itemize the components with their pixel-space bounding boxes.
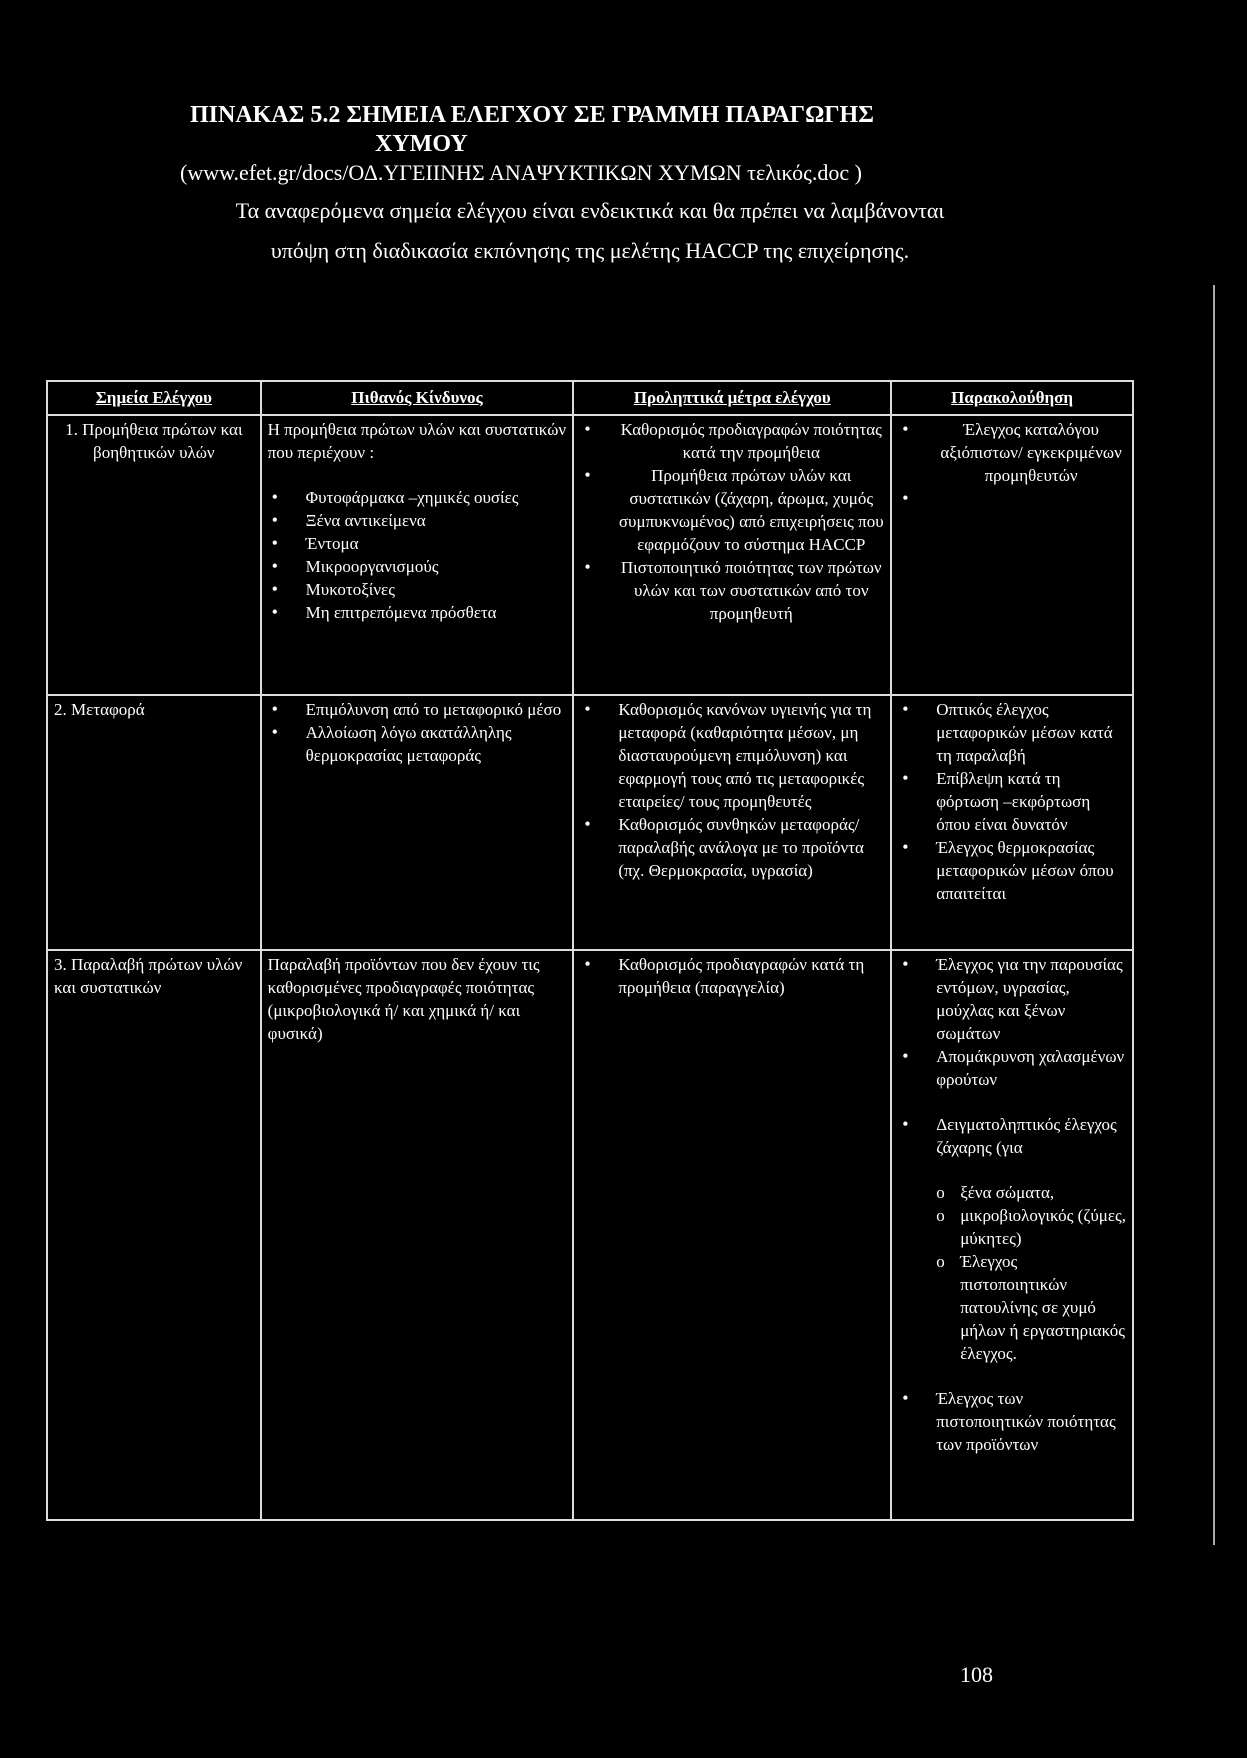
monitoring-cell [891,695,1133,950]
measures-list [580,698,884,882]
control-point-cell: 2. Μεταφορά [47,695,261,950]
list-item: • Ξένα αντικείμενα [268,509,567,532]
header-hazard: Πιθανός Κίνδυνος [261,381,574,415]
control-point-cell: 3. Παραλαβή πρώτων υλών και συστατικών [47,950,261,1520]
monitoring-list [898,698,1126,905]
list-item: • Μυκοτοξίνες [268,578,567,601]
measures-cell [573,950,891,1520]
list-item: • Καθορισμός προδιαγραφών ποιότητας κατά την προμήθεια [580,418,884,464]
monitoring-list [898,418,1126,510]
monitoring-cell [891,950,1133,1520]
page-number: 108 [960,1662,993,1687]
table-header-row [47,381,1133,415]
list-item: • Επιμόλυνση από το μεταφορικό μέσο [268,698,567,721]
monitoring-list-sampling [898,1113,1126,1159]
hazard-list [268,486,567,624]
list-item: • Καθορισμός συνθηκών μεταφοράς/ παραλαβής ανάλογα με το προϊόντα (πχ. Θερμοκρασία, υγρασία) [580,813,884,882]
measures-list [580,418,884,625]
monitoring-sublist [936,1181,1126,1365]
list-item: • Φυτοφάρμακα –χημικές ουσίες [268,486,567,509]
list-item: • Δειγματοληπτικός έλεγχος ζάχαρης (για [898,1113,1126,1159]
list-item: • Πιστοποιητικό ποιότητας των πρώτων υλών και των συστατικών από τον προμηθευτή [580,556,884,625]
hazard-list [268,698,567,767]
margin-line [1213,285,1215,1545]
measures-cell [573,415,891,695]
monitoring-list-certificates [898,1387,1126,1456]
header-monitoring: Παρακολούθηση [891,381,1133,415]
list-item: • Απομάκρυνση χαλασμένων φρούτων [898,1045,1126,1091]
list-item: • Καθορισμός προδιαγραφών κατά τη προμήθεια (παραγγελία) [580,953,884,999]
table-title-continued: ΧΥΜΟΥ [375,131,468,157]
note-line-2: υπόψη στη διαδικασία εκπόνησης της μελέτης HACCP της επιχείρησης. [270,238,910,263]
sub-list-item: o Έλεγχος πιστοποιητικών πατουλίνης σε χυμό μήλων ή εργαστηριακός έλεγχος. [936,1250,1126,1365]
list-item: • Έλεγχος των πιστοποιητικών ποιότητας των προϊόντων [898,1387,1126,1456]
list-item: • Επίβλεψη κατά τη φόρτωση –εκφόρτωση όπου είναι δυνατόν [898,767,1126,836]
list-item: • Έντομα [268,532,567,555]
monitoring-list [898,953,1126,1091]
list-item: • Έλεγχος θερμοκρασίας μεταφορικών μέσων όπου απαιτείται [898,836,1126,905]
hazard-cell: Παραλαβή προϊόντων που δεν έχουν τις καθορισμένες προδιαγραφές ποιότητας (μικροβιολογικά ή/ και χημικά ή/ και φυσικά) [261,950,574,1520]
hazard-intro: Η προμήθεια πρώτων υλών και συστατικών που περιέχουν : [267,420,567,462]
monitoring-cell [891,415,1133,695]
hazard-cell [261,695,574,950]
list-item: • Καθορισμός κανόνων υγιεινής για τη μεταφορά (καθαριότητα μέσων, μη διασταυρούμενη επιμόλυνση) και εφαρμογή τους από τις μεταφορικές εταιρείες/ τους προμηθευτές [580,698,884,813]
measures-cell [573,695,891,950]
list-item: • Οπτικός έλεγχος μεταφορικών μέσων κατά τη παραλαβή [898,698,1126,767]
list-item: • Μικροοργανισμούς [268,555,567,578]
note-line-1: Τα αναφερόμενα σημεία ελέγχου είναι ενδεικτικά και θα πρέπει να λαμβάνονται [235,198,945,223]
table-title: ΠΙΝΑΚΑΣ 5.2 ΣΗΜΕΙΑ ΕΛΕΓΧΟΥ ΣΕ ΓΡΑΜΜΗ ΠΑΡΑΓΩΓΗΣ [190,102,874,128]
header-preventive-measures: Προληπτικά μέτρα ελέγχου [573,381,891,415]
table-row [47,695,1133,950]
control-point-cell: 1. Προμήθεια πρώτων και βοηθητικών υλών [47,415,261,695]
control-points-table [46,380,1134,1521]
sub-list-item: o ξένα σώματα, [936,1181,1126,1204]
sub-list-item: o μικροβιολογικός (ζύμες, μύκητες) [936,1204,1126,1250]
list-item: • Έλεγχος καταλόγου αξιόπιστων/ εγκεκριμένων προμηθευτών [898,418,1126,487]
list-item: • Έλεγχος για την παρουσίας εντόμων, υγρασίας, μούχλας και ξένων σωμάτων [898,953,1126,1045]
list-item: • Αλλοίωση λόγω ακατάλληλης θερμοκρασίας μεταφοράς [268,721,567,767]
hazard-cell [261,415,574,695]
header-control-point: Σημεία Ελέγχου [47,381,261,415]
list-item: • Μη επιτρεπόμενα πρόσθετα [268,601,567,624]
document-heading [150,100,1150,268]
list-item: • Προμήθεια πρώτων υλών και συστατικών (ζάχαρη, άρωμα, χυμός συμπυκνωμένος) από επιχειρήσεις που εφαρμόζουν το σύστημα HACCP [580,464,884,556]
source-reference: (www.efet.gr/docs/ΟΔ.ΥΓΕΙΙΝΗΣ ΑΝΑΨΥΚΤΙΚΩΝ ΧΥΜΩΝ τελικός.doc ) [180,160,862,185]
list-item [898,487,1126,510]
table-row [47,950,1133,1520]
measures-list [580,953,884,999]
table-row [47,415,1133,695]
